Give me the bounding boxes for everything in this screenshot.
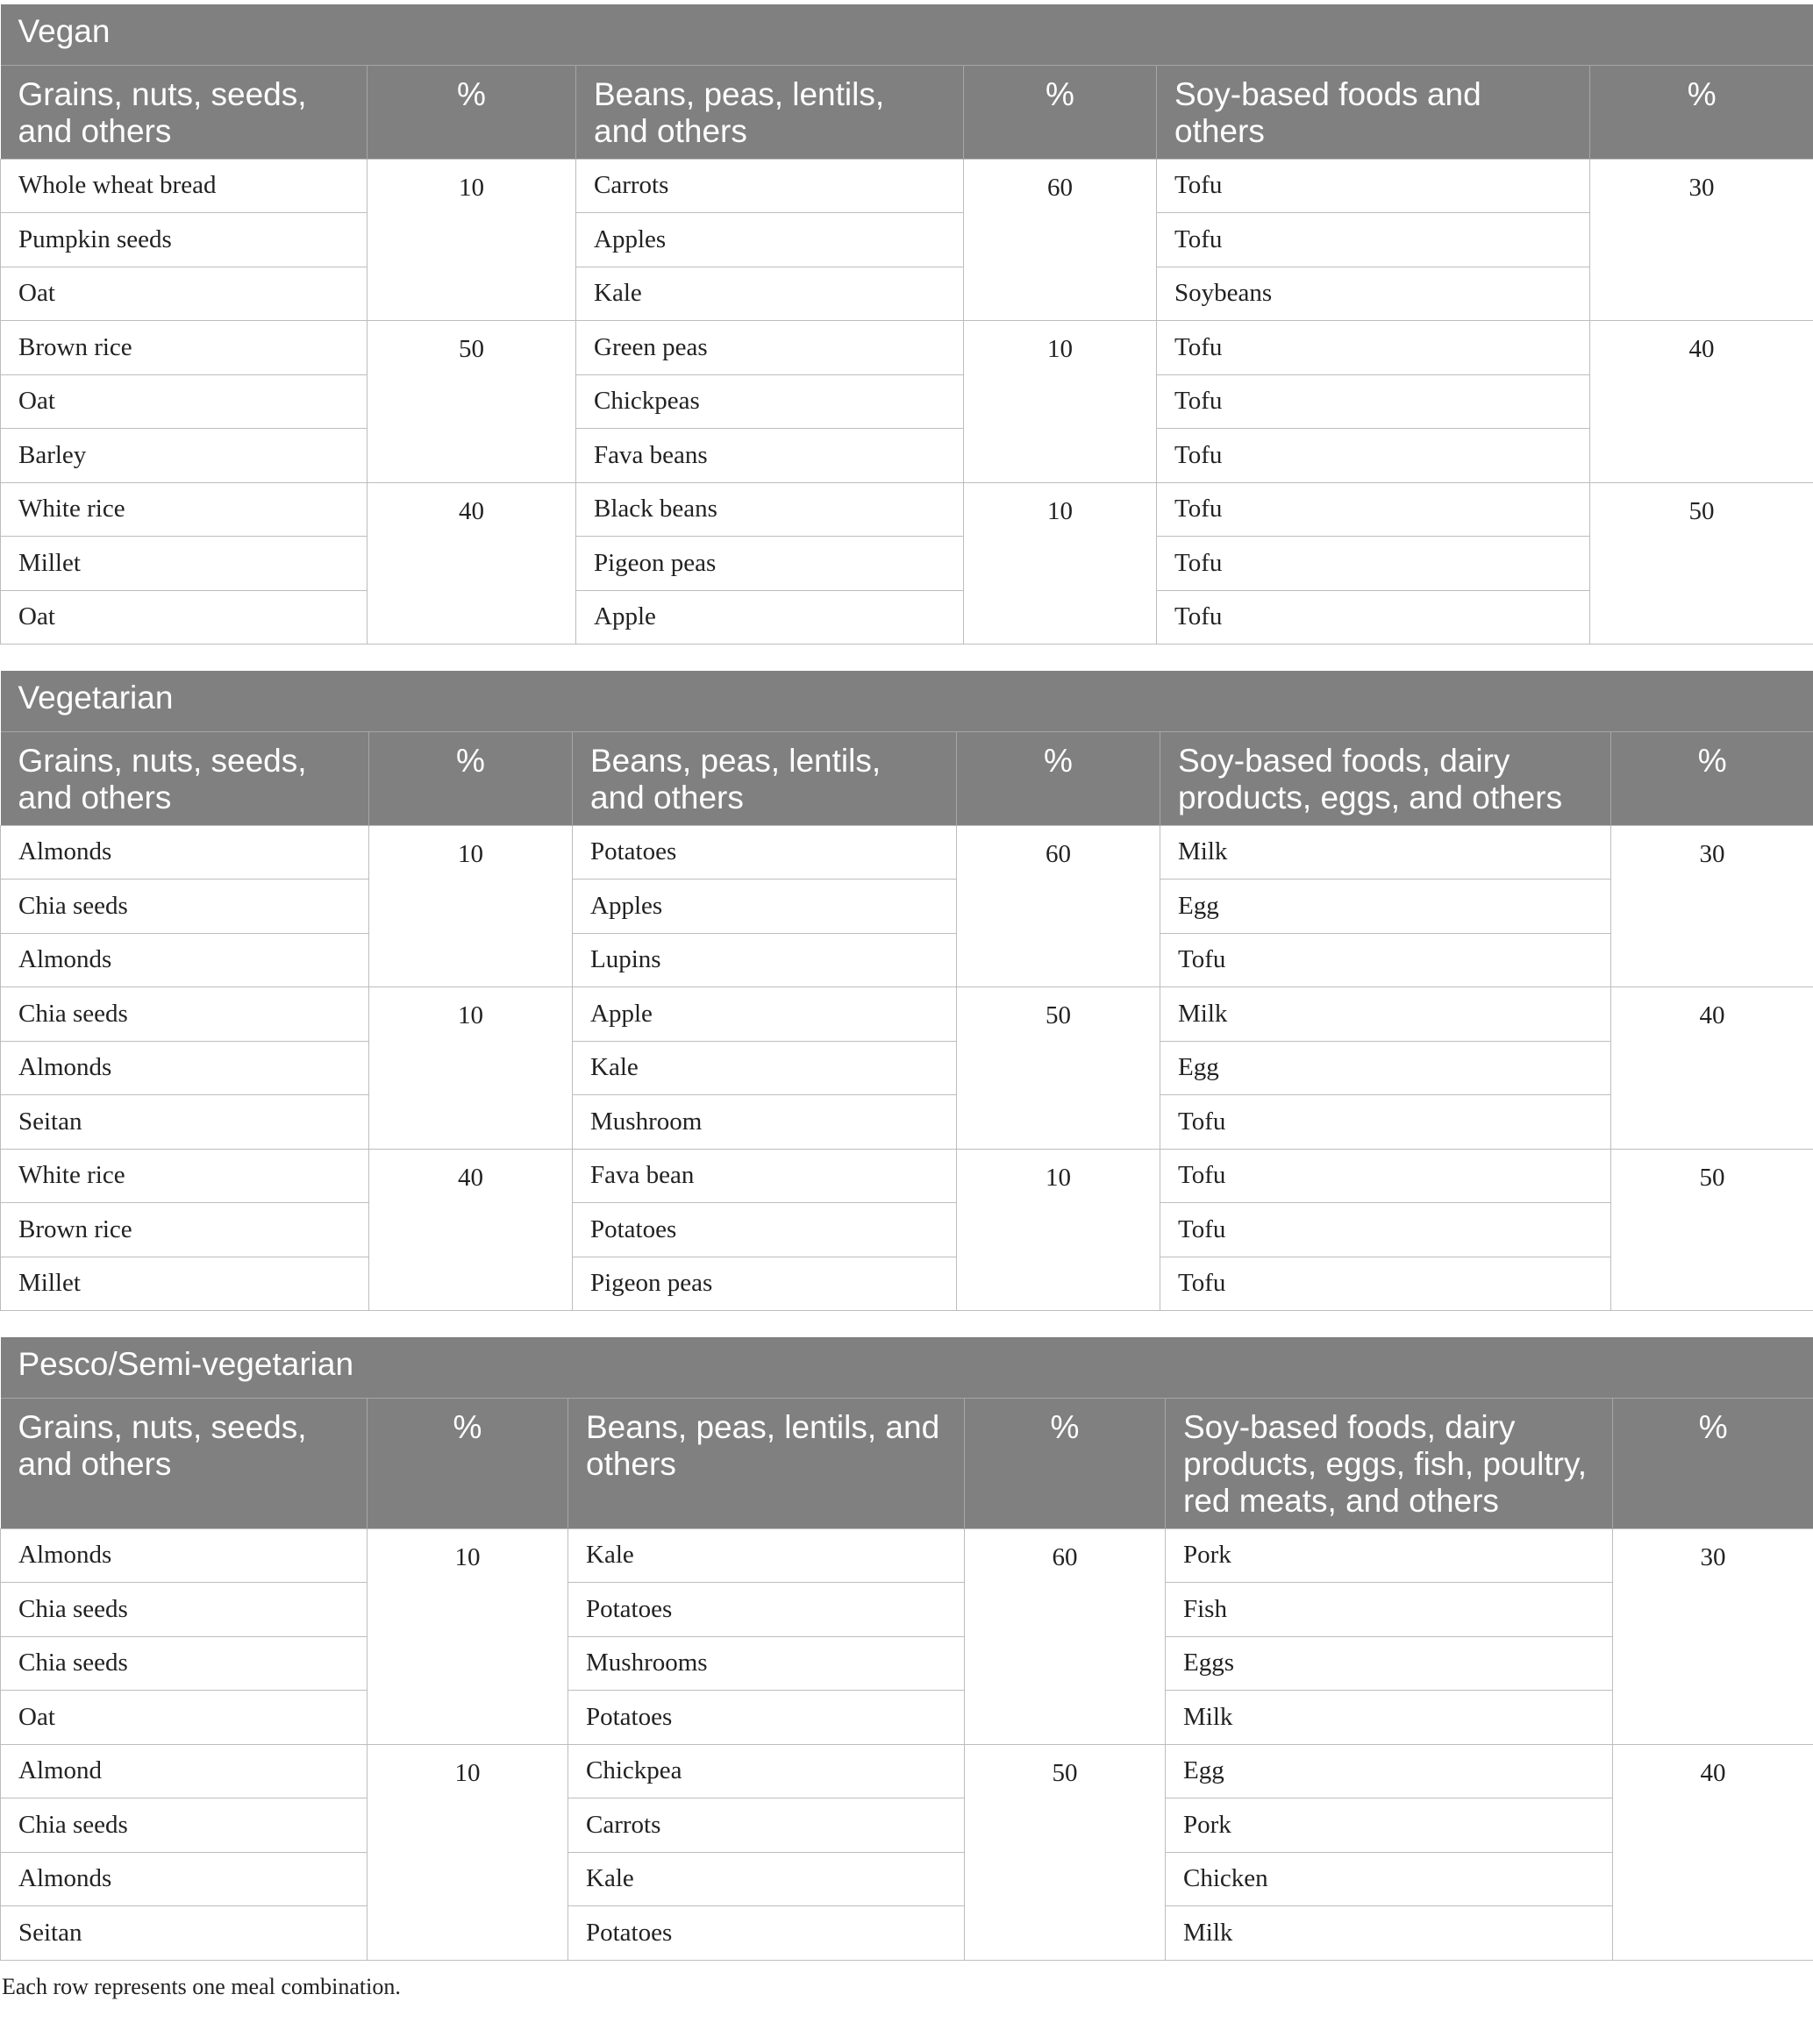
table-row	[1, 1041, 1813, 1095]
table-spacer	[0, 645, 1813, 671]
food-cell: Fava beans	[576, 429, 964, 483]
table-row	[1, 1691, 1813, 1745]
table-row	[1, 537, 1813, 591]
table-row	[1, 1257, 1813, 1311]
food-cell: Kale	[568, 1528, 965, 1583]
category-header: Beans, peas, lentils, and others	[576, 65, 964, 159]
food-cell: Pigeon peas	[573, 1257, 957, 1311]
food-cell: Tofu	[1157, 429, 1590, 483]
food-cell: Almonds	[1, 825, 369, 880]
table-row	[1, 1744, 1813, 1798]
percent-cell: 10	[964, 482, 1157, 645]
table-row	[1, 1528, 1813, 1583]
percent-cell: 30	[1590, 159, 1813, 321]
food-cell: Potatoes	[568, 1906, 965, 1961]
food-cell: Tofu	[1157, 482, 1590, 537]
food-cell: Apple	[576, 590, 964, 645]
category-header: Beans, peas, lentils, and others	[573, 731, 957, 825]
table-row	[1, 1636, 1813, 1691]
category-header: Grains, nuts, seeds, and others	[1, 731, 369, 825]
food-cell: Tofu	[1160, 1095, 1611, 1150]
category-header: Grains, nuts, seeds, and others	[1, 65, 368, 159]
food-cell: Black beans	[576, 482, 964, 537]
food-cell: Apples	[573, 880, 957, 934]
table-vegan	[0, 4, 1813, 645]
table-row	[1, 933, 1813, 987]
percent-cell: 50	[1590, 482, 1813, 645]
food-cell: Almonds	[1, 1852, 368, 1906]
food-cell: Green peas	[576, 321, 964, 375]
food-cell: Lupins	[573, 933, 957, 987]
food-cell: Oat	[1, 374, 368, 429]
table-row	[1, 987, 1813, 1042]
table-pesco-semi-vegetarian	[0, 1337, 1813, 1961]
food-cell: Apple	[573, 987, 957, 1042]
food-cell: Fish	[1166, 1583, 1613, 1637]
food-cell: Egg	[1166, 1744, 1613, 1798]
food-cell: Seitan	[1, 1095, 369, 1150]
food-cell: Tofu	[1160, 1203, 1611, 1257]
food-cell: Pork	[1166, 1528, 1613, 1583]
percent-header: %	[1613, 1398, 1813, 1528]
percent-cell: 60	[965, 1528, 1166, 1744]
category-header: Soy-based foods, dairy products, eggs, fish, poultry, red meats, and others	[1166, 1398, 1613, 1528]
table-spacer	[0, 1311, 1813, 1337]
percent-cell: 30	[1611, 825, 1813, 987]
percent-cell: 10	[368, 1528, 568, 1744]
percent-cell: 10	[369, 987, 573, 1150]
food-cell: Fava bean	[573, 1149, 957, 1203]
food-cell: Tofu	[1157, 321, 1590, 375]
table-row	[1, 267, 1813, 321]
food-cell: Mushroom	[573, 1095, 957, 1150]
food-cell: Tofu	[1160, 933, 1611, 987]
food-cell: Carrots	[576, 159, 964, 213]
food-cell: Oat	[1, 1691, 368, 1745]
food-cell: Potatoes	[573, 1203, 957, 1257]
food-cell: Potatoes	[568, 1691, 965, 1745]
food-cell: Pumpkin seeds	[1, 213, 368, 267]
table-row	[1, 429, 1813, 483]
food-cell: Egg	[1160, 880, 1611, 934]
table-row	[1, 213, 1813, 267]
table-row	[1, 880, 1813, 934]
percent-cell: 60	[964, 159, 1157, 321]
table-row	[1, 482, 1813, 537]
percent-cell: 40	[1590, 321, 1813, 483]
percent-cell: 50	[1611, 1149, 1813, 1311]
food-cell: Chia seeds	[1, 1798, 368, 1853]
percent-cell: 10	[368, 159, 576, 321]
food-cell: Potatoes	[573, 825, 957, 880]
food-cell: Apples	[576, 213, 964, 267]
table-row	[1, 321, 1813, 375]
food-cell: Soybeans	[1157, 267, 1590, 321]
food-cell: Millet	[1, 1257, 369, 1311]
food-cell: Carrots	[568, 1798, 965, 1853]
category-header: Grains, nuts, seeds, and others	[1, 1398, 368, 1528]
food-cell: Kale	[576, 267, 964, 321]
percent-cell: 50	[965, 1744, 1166, 1960]
food-cell: Chia seeds	[1, 1583, 368, 1637]
food-cell: Milk	[1160, 825, 1611, 880]
percent-cell: 60	[957, 825, 1160, 987]
food-cell: Milk	[1166, 1906, 1613, 1961]
percent-cell: 40	[1613, 1744, 1813, 1960]
food-cell: Kale	[568, 1852, 965, 1906]
food-cell: Tofu	[1157, 590, 1590, 645]
food-cell: Chicken	[1166, 1852, 1613, 1906]
food-cell: Tofu	[1157, 213, 1590, 267]
food-cell: Mushrooms	[568, 1636, 965, 1691]
category-header: Beans, peas, lentils, and others	[568, 1398, 965, 1528]
table-title: Pesco/Semi-vegetarian	[1, 1337, 1813, 1398]
food-cell: Millet	[1, 537, 368, 591]
percent-header: %	[957, 731, 1160, 825]
category-header: Soy-based foods, dairy products, eggs, and others	[1160, 731, 1611, 825]
food-cell: Tofu	[1157, 374, 1590, 429]
food-cell: Chia seeds	[1, 880, 369, 934]
percent-header: %	[1590, 65, 1813, 159]
table-title: Vegan	[1, 4, 1813, 65]
footnote: Each row represents one meal combination.	[2, 1973, 401, 1999]
percent-cell: 40	[369, 1149, 573, 1311]
percent-header: %	[1611, 731, 1813, 825]
table-row	[1, 590, 1813, 645]
food-cell: Potatoes	[568, 1583, 965, 1637]
food-cell: White rice	[1, 1149, 369, 1203]
food-cell: Milk	[1160, 987, 1611, 1042]
food-cell: Pigeon peas	[576, 537, 964, 591]
table-row	[1, 159, 1813, 213]
percent-header: %	[368, 1398, 568, 1528]
food-cell: Brown rice	[1, 321, 368, 375]
food-cell: Eggs	[1166, 1636, 1613, 1691]
food-cell: Chickpeas	[576, 374, 964, 429]
food-cell: Oat	[1, 267, 368, 321]
food-cell: Tofu	[1157, 159, 1590, 213]
food-cell: Barley	[1, 429, 368, 483]
food-cell: Kale	[573, 1041, 957, 1095]
percent-cell: 10	[369, 825, 573, 987]
table-vegetarian	[0, 671, 1813, 1311]
table-row	[1, 1095, 1813, 1150]
table-row	[1, 1852, 1813, 1906]
table-row	[1, 1149, 1813, 1203]
food-cell: Chickpea	[568, 1744, 965, 1798]
food-cell: Tofu	[1160, 1149, 1611, 1203]
percent-cell: 40	[1611, 987, 1813, 1150]
percent-cell: 10	[964, 321, 1157, 483]
meal-tables	[0, 4, 1813, 2000]
table-row	[1, 1906, 1813, 1961]
percent-header: %	[965, 1398, 1166, 1528]
category-header: Soy-based foods and others	[1157, 65, 1590, 159]
percent-header: %	[369, 731, 573, 825]
food-cell: White rice	[1, 482, 368, 537]
percent-header: %	[964, 65, 1157, 159]
food-cell: Chia seeds	[1, 987, 369, 1042]
food-cell: Oat	[1, 590, 368, 645]
table-row	[1, 1583, 1813, 1637]
food-cell: Brown rice	[1, 1203, 369, 1257]
percent-cell: 50	[957, 987, 1160, 1150]
table-row	[1, 374, 1813, 429]
percent-header: %	[368, 65, 576, 159]
percent-cell: 40	[368, 482, 576, 645]
food-cell: Egg	[1160, 1041, 1611, 1095]
food-cell: Almonds	[1, 933, 369, 987]
food-cell: Tofu	[1160, 1257, 1611, 1311]
food-cell: Almonds	[1, 1528, 368, 1583]
percent-cell: 30	[1613, 1528, 1813, 1744]
food-cell: Pork	[1166, 1798, 1613, 1853]
food-cell: Chia seeds	[1, 1636, 368, 1691]
percent-cell: 50	[368, 321, 576, 483]
food-cell: Seitan	[1, 1906, 368, 1961]
table-row	[1, 825, 1813, 880]
percent-cell: 10	[368, 1744, 568, 1960]
food-cell: Whole wheat bread	[1, 159, 368, 213]
food-cell: Tofu	[1157, 537, 1590, 591]
food-cell: Almonds	[1, 1041, 369, 1095]
food-cell: Almond	[1, 1744, 368, 1798]
food-cell: Milk	[1166, 1691, 1613, 1745]
table-row	[1, 1203, 1813, 1257]
table-title: Vegetarian	[1, 671, 1813, 731]
percent-cell: 10	[957, 1149, 1160, 1311]
table-row	[1, 1798, 1813, 1853]
